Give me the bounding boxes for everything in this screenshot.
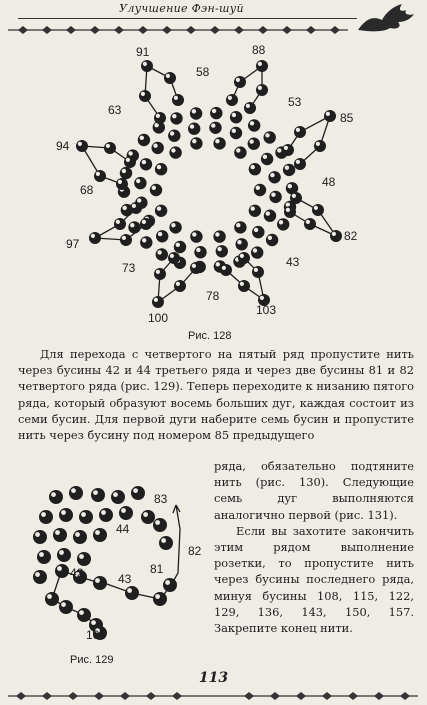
bead-hole: [270, 173, 274, 177]
bead: [251, 246, 263, 258]
bead: [248, 119, 260, 131]
bead: [77, 608, 91, 622]
bead-hole: [91, 620, 96, 625]
bead: [94, 170, 106, 182]
bead: [114, 218, 126, 230]
bead-hole: [141, 92, 145, 96]
bead: [282, 144, 294, 156]
bead-hole: [75, 532, 80, 537]
bead: [55, 564, 69, 578]
bead: [111, 490, 125, 504]
bead: [249, 163, 261, 175]
bead-hole: [306, 220, 310, 224]
bead-hole: [41, 512, 46, 517]
bead: [248, 138, 260, 150]
bead: [188, 123, 200, 135]
bead-hole: [153, 144, 157, 148]
bead: [152, 142, 164, 154]
label-44: 44: [116, 522, 130, 536]
bead-hole: [122, 169, 126, 173]
bead-hole: [260, 296, 264, 300]
bead-hole: [215, 232, 219, 236]
bead-hole: [254, 228, 258, 232]
bead-hole: [152, 186, 156, 190]
bead-hole: [284, 146, 288, 150]
bead: [99, 508, 113, 522]
bead-hole: [136, 179, 140, 183]
footer-ornament-border: [8, 686, 418, 705]
bead-hole: [254, 268, 258, 272]
figure-129-bead-detail: [0, 475, 210, 675]
label-85: 85: [340, 111, 354, 125]
bead-hole: [93, 490, 98, 495]
bead: [140, 236, 152, 248]
bead-hole: [176, 243, 180, 247]
bead: [234, 146, 246, 158]
bead: [156, 248, 168, 260]
bead: [134, 177, 146, 189]
bead: [140, 218, 152, 230]
bead-hole: [71, 488, 76, 493]
bead-hole: [292, 194, 296, 198]
bead: [252, 226, 264, 238]
bead: [244, 102, 256, 114]
bead: [152, 296, 164, 308]
bead-hole: [142, 220, 146, 224]
bead-hole: [79, 554, 84, 559]
bead: [124, 156, 136, 168]
bead: [69, 486, 83, 500]
bead-hole: [196, 248, 200, 252]
bead-hole: [240, 282, 244, 286]
bead: [120, 167, 132, 179]
bead: [330, 230, 342, 242]
bead: [141, 60, 153, 72]
paragraph-1: Для перехода с четвертого на пятый ряд пропустите нить через бусины 42 и 44 третьего ряда и через две бусины 81 и 82 четвертого ряда (рис. 129). Теперь переходите к низанию пятого ряда, который образуют восемь больших дуг, каждая состоит из семи бусин. Для первой дуги наберите семь бусин и пропустите нить через бусину под номером 85 предыдущего: [18, 347, 415, 443]
bead: [172, 94, 184, 106]
bead-hole: [78, 142, 82, 146]
bead-hole: [190, 124, 194, 128]
bead-hole: [126, 158, 130, 162]
bead: [59, 508, 73, 522]
bead-hole: [127, 588, 132, 593]
bead-hole: [39, 552, 44, 557]
bead: [266, 234, 278, 246]
bead: [226, 94, 238, 106]
bead: [39, 510, 53, 524]
figure-129-caption: Рис. 129: [70, 654, 114, 666]
bead-hole: [285, 166, 289, 170]
bead-hole: [316, 142, 320, 146]
bead: [213, 230, 225, 242]
bead-hole: [228, 96, 232, 100]
bead-hole: [142, 238, 146, 242]
label-53: 53: [288, 95, 302, 109]
bead: [314, 140, 326, 152]
label-82: 82: [188, 544, 202, 558]
header-title: Улучшение Фэн-шуй: [119, 2, 244, 15]
bead-hole: [155, 594, 160, 599]
bead-hole: [156, 270, 160, 274]
bead-hole: [256, 186, 260, 190]
label-68: 68: [80, 183, 94, 197]
bead-hole: [192, 139, 196, 143]
bead: [169, 221, 181, 233]
bead: [230, 111, 242, 123]
bead: [312, 204, 324, 216]
bead: [170, 112, 182, 124]
bead-hole: [59, 550, 64, 555]
bead-hole: [140, 136, 144, 140]
bead-hole: [101, 510, 106, 515]
bead: [155, 205, 167, 217]
bead-hole: [157, 250, 161, 254]
bead: [153, 518, 167, 532]
bead: [264, 210, 276, 222]
bead-hole: [314, 206, 318, 210]
bead-hole: [249, 139, 253, 143]
bead: [238, 252, 250, 264]
bead: [238, 280, 250, 292]
bead-hole: [212, 109, 216, 113]
label-78: 78: [206, 289, 220, 303]
bead-hole: [106, 144, 110, 148]
dragon-emblem-icon: [352, 0, 422, 34]
bead: [125, 586, 139, 600]
bead: [150, 184, 162, 196]
bead: [153, 592, 167, 606]
bead-hole: [57, 566, 62, 571]
bead-hole: [143, 512, 148, 517]
bead-hole: [154, 298, 158, 302]
bead-hole: [240, 254, 244, 258]
instruction-text: [18, 346, 414, 443]
bead-cluster: [76, 60, 342, 308]
label-42: 42: [70, 566, 84, 580]
bead-hole: [137, 198, 141, 202]
bead-hole: [251, 165, 255, 169]
bead-hole: [35, 572, 40, 577]
label-97: 97: [66, 237, 80, 251]
bead: [236, 238, 248, 250]
running-header: [0, 0, 427, 40]
bead-hole: [132, 204, 136, 208]
label-88: 88: [252, 43, 266, 57]
bead-hole: [171, 223, 175, 227]
bead-hole: [232, 129, 236, 133]
paragraph-1-continued: ряда, обязательно подтяните нить (рис. 130). Следующие семь дуг выполняются аналогично первой (рис. 131).: [214, 459, 414, 522]
bead: [131, 486, 145, 500]
bead: [234, 221, 246, 233]
bead-hole: [170, 254, 174, 258]
bead: [234, 76, 246, 88]
bead-hole: [263, 155, 267, 159]
bead-hole: [271, 193, 275, 197]
paragraph-2: Если вы захотите закончить этим рядом выполнение розетки, то пропустите нить через бусины последнего ряда, минуя бусины 108, 115, 122, 129, 136, 143, 150, 157. Закрепите конец нити.: [214, 523, 414, 636]
bead: [77, 552, 91, 566]
bead-hole: [326, 112, 330, 116]
bead-hole: [176, 282, 180, 286]
figure-128-caption: Рис. 128: [188, 330, 232, 342]
bead-hole: [277, 148, 281, 152]
bead-hole: [156, 114, 160, 118]
bead: [209, 122, 221, 134]
bead: [277, 218, 289, 230]
bead: [194, 246, 206, 258]
label-83: 83: [154, 492, 168, 506]
bead-hole: [143, 62, 147, 66]
bead-hole: [161, 538, 166, 543]
bead-hole: [192, 109, 196, 113]
bead: [230, 127, 242, 139]
bead-hole: [170, 131, 174, 135]
bead: [59, 600, 73, 614]
bead-hole: [174, 96, 178, 100]
bead-hole: [251, 206, 255, 210]
bead: [190, 107, 202, 119]
side-text-column: [214, 458, 414, 636]
bead-hole: [91, 234, 95, 238]
bead-hole: [232, 113, 236, 117]
bead: [130, 202, 142, 214]
bead-hole: [236, 148, 240, 152]
bead-hole: [286, 208, 290, 212]
bead-hole: [128, 151, 132, 155]
bead: [220, 264, 232, 276]
bead-hole: [211, 123, 215, 127]
bead-hole: [118, 180, 122, 184]
bead-hole: [166, 74, 170, 78]
bead-hole: [35, 532, 40, 537]
bead-hole: [192, 232, 196, 236]
bead-hole: [296, 128, 300, 132]
bead-hole: [216, 262, 220, 266]
bead: [120, 234, 132, 246]
bead: [254, 184, 266, 196]
bead: [119, 506, 133, 520]
bead-hole: [81, 512, 86, 517]
bead: [294, 126, 306, 138]
bead: [76, 140, 88, 152]
bead-number-labels: [56, 43, 358, 325]
bead-hole: [157, 165, 161, 169]
bead-hole: [268, 236, 272, 240]
bead-hole: [215, 139, 219, 143]
bead-hole: [96, 172, 100, 176]
bead-hole: [142, 160, 146, 164]
bead-hole: [61, 602, 66, 607]
bead: [138, 134, 150, 146]
bead: [164, 72, 176, 84]
bead-hole: [192, 264, 196, 268]
bead: [93, 576, 107, 590]
bead-hole: [95, 530, 100, 535]
bead: [190, 230, 202, 242]
label-82: 82: [344, 229, 358, 243]
bead-hole: [288, 184, 292, 188]
bead-hole: [79, 610, 84, 615]
bead-hole: [236, 223, 240, 227]
bead: [269, 191, 281, 203]
bead-hole: [250, 121, 254, 125]
bead: [249, 205, 261, 217]
bead-hole: [116, 220, 120, 224]
bead: [53, 528, 67, 542]
bead-hole: [155, 520, 160, 525]
bead: [304, 218, 316, 230]
bead-hole: [158, 232, 162, 236]
bead: [37, 550, 51, 564]
bead-hole: [123, 206, 127, 210]
bead: [89, 232, 101, 244]
bead: [168, 252, 180, 264]
label-63: 63: [108, 103, 122, 117]
bead: [213, 137, 225, 149]
label-73: 73: [122, 261, 136, 275]
bead-hole: [51, 492, 56, 497]
bead-hole: [222, 266, 226, 270]
bead: [79, 510, 93, 524]
bead: [256, 60, 268, 72]
bead-hole: [95, 578, 100, 583]
bead-hole: [266, 211, 270, 215]
bead: [169, 146, 181, 158]
bead: [284, 206, 296, 218]
bead: [91, 488, 105, 502]
page-number: 113: [198, 670, 229, 686]
bead: [33, 570, 47, 584]
bead-hole: [133, 488, 138, 493]
bead: [49, 490, 63, 504]
label-94: 94: [56, 139, 70, 153]
bead-hole: [258, 86, 262, 90]
bead-hole: [55, 530, 60, 535]
bead-hole: [121, 508, 126, 513]
bead: [268, 171, 280, 183]
label-43: 43: [286, 255, 300, 269]
bead: [73, 530, 87, 544]
bead: [163, 578, 177, 592]
bead: [156, 230, 168, 242]
bead-hole: [296, 160, 300, 164]
bead: [104, 142, 116, 154]
bead: [154, 112, 166, 124]
figure-128-bead-rosette: [0, 38, 427, 343]
bead: [154, 268, 166, 280]
bead-hole: [113, 492, 118, 497]
bead-hole: [253, 248, 257, 252]
bead: [45, 592, 59, 606]
bead-hole: [279, 220, 283, 224]
bead: [294, 158, 306, 170]
bead: [139, 90, 151, 102]
bead-hole: [246, 104, 250, 108]
bead-hole: [130, 223, 134, 227]
bead: [174, 280, 186, 292]
bead: [256, 84, 268, 96]
bead-hole: [172, 114, 176, 118]
bead-hole: [258, 62, 262, 66]
bead: [261, 153, 273, 165]
bead-hole: [61, 510, 66, 515]
bead-hole: [332, 232, 336, 236]
bead-hole: [237, 240, 241, 244]
bead-hole: [157, 206, 161, 210]
bead: [290, 192, 302, 204]
bead: [252, 266, 264, 278]
bead: [210, 107, 222, 119]
bead: [168, 130, 180, 142]
label-81: 81: [150, 562, 164, 576]
bead-hole: [265, 133, 269, 137]
bead: [33, 530, 47, 544]
bead: [324, 110, 336, 122]
bead-hole: [236, 78, 240, 82]
label-103: 103: [86, 628, 107, 642]
bead: [155, 163, 167, 175]
bead: [190, 262, 202, 274]
bead: [93, 528, 107, 542]
bead-hole: [47, 594, 52, 599]
bead-hole: [122, 236, 126, 240]
bead: [57, 548, 71, 562]
bead: [216, 245, 228, 257]
bead: [141, 510, 155, 524]
bead-hole: [171, 148, 175, 152]
bead: [283, 164, 295, 176]
bead: [116, 178, 128, 190]
bead-hole: [217, 247, 221, 251]
label-91: 91: [136, 45, 150, 59]
label-48: 48: [322, 175, 336, 189]
bead: [264, 131, 276, 143]
bead: [159, 536, 173, 550]
bead: [190, 137, 202, 149]
label-103: 103: [256, 303, 277, 317]
label-43: 43: [118, 572, 132, 586]
bead-hole: [165, 580, 170, 585]
label-58: 58: [196, 65, 210, 79]
header-ornament-border: [8, 24, 348, 36]
label-100: 100: [148, 311, 169, 325]
bead: [128, 221, 140, 233]
bead: [140, 158, 152, 170]
bead: [174, 241, 186, 253]
